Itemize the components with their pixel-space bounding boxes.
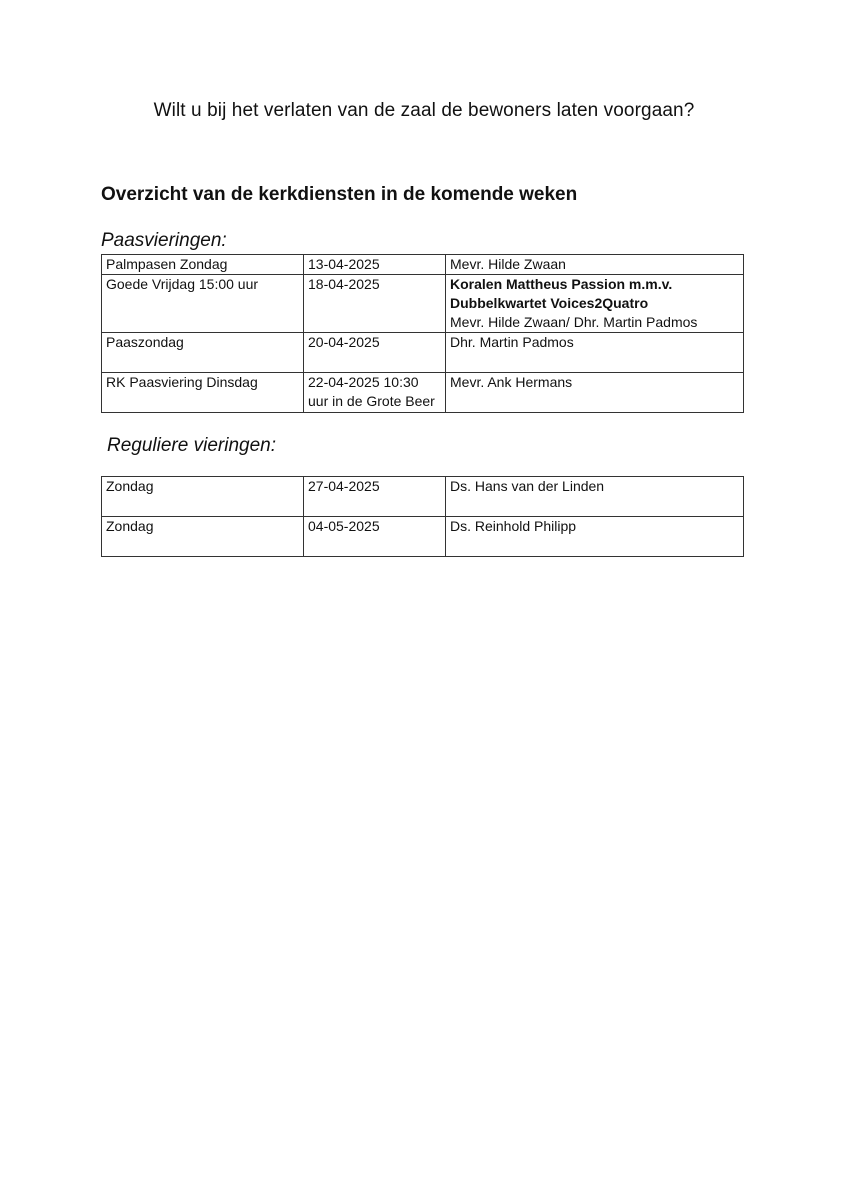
paasvieringen-table: [101, 254, 744, 413]
section-title-reguliere-vieringen: Reguliere vieringen:: [107, 435, 276, 456]
leader-text: Mevr. Hilde Zwaan/ Dhr. Martin Padmos: [450, 314, 698, 330]
table-row: [102, 275, 744, 333]
leader-text: Ds. Reinhold Philipp: [450, 518, 577, 534]
date-cell: [304, 373, 446, 413]
reguliere-vieringen-table: [101, 476, 744, 557]
leader-text: Dhr. Martin Padmos: [450, 334, 574, 350]
date-text: 27-04-2025: [308, 478, 380, 494]
program-title-text: Koralen Mattheus Passion m.m.v.: [450, 276, 673, 292]
program-title-text: Dubbelkwartet Voices2Quatro: [450, 295, 649, 311]
leader-cell: [446, 275, 744, 333]
date-text: 18-04-2025: [308, 276, 380, 292]
leader-cell: [446, 373, 744, 413]
date-cell: [304, 333, 446, 373]
table-row: [102, 373, 744, 413]
leader-text: Mevr. Hilde Zwaan: [450, 256, 566, 272]
date-text: 20-04-2025: [308, 334, 380, 350]
table-row: [102, 255, 744, 275]
day-text: Palmpasen Zondag: [106, 256, 228, 272]
section-title-paasvieringen: Paasvieringen:: [101, 230, 227, 251]
day-text: Paaszondag: [106, 334, 184, 350]
date-cell: [304, 477, 446, 517]
table-row: [102, 517, 744, 557]
leader-cell: [446, 333, 744, 373]
day-text: Zondag: [106, 478, 154, 494]
location-text: uur in de Grote Beer: [308, 393, 435, 409]
date-cell: [304, 255, 446, 275]
leader-text: Ds. Hans van der Linden: [450, 478, 605, 494]
date-text: 22-04-2025 10:30: [308, 374, 419, 390]
notice-text: Wilt u bij het verlaten van de zaal de bewoners laten voorgaan?: [153, 100, 695, 121]
page-heading: Overzicht van de kerkdiensten in de komende weken: [101, 184, 578, 205]
day-cell: [102, 517, 304, 557]
day-cell: [102, 333, 304, 373]
date-text: 04-05-2025: [308, 518, 380, 534]
day-text: RK Paasviering Dinsdag: [106, 374, 258, 390]
date-text: 13-04-2025: [308, 256, 380, 272]
day-text: Goede Vrijdag 15:00 uur: [106, 276, 259, 292]
day-cell: [102, 275, 304, 333]
table-row: [102, 477, 744, 517]
day-cell: [102, 255, 304, 275]
leader-text: Mevr. Ank Hermans: [450, 374, 573, 390]
leader-cell: [446, 477, 744, 517]
date-cell: [304, 275, 446, 333]
day-cell: [102, 477, 304, 517]
date-cell: [304, 517, 446, 557]
leader-cell: [446, 255, 744, 275]
leader-cell: [446, 517, 744, 557]
day-cell: [102, 373, 304, 413]
table-row: [102, 333, 744, 373]
day-text: Zondag: [106, 518, 154, 534]
